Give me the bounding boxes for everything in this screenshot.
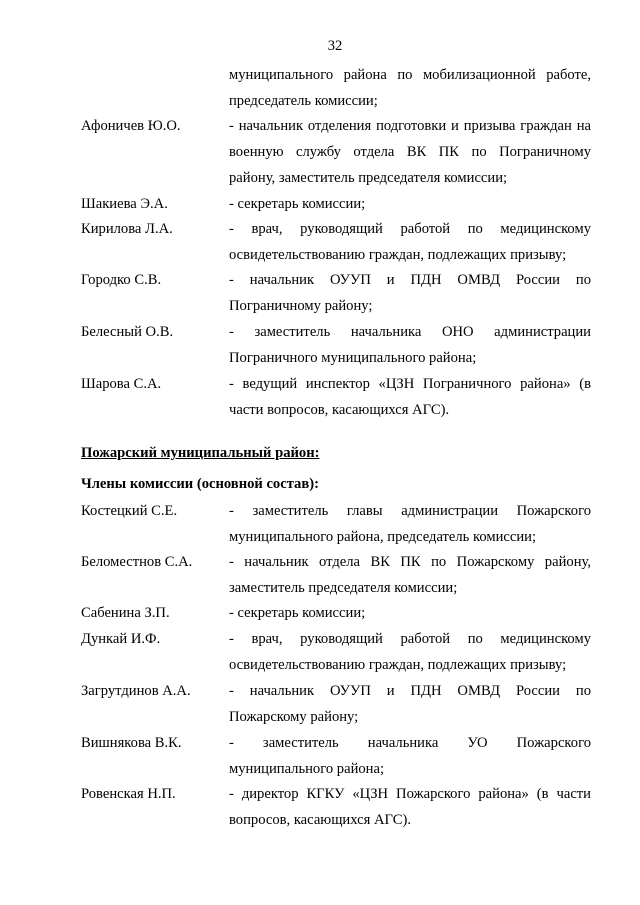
member-description bbox=[229, 216, 591, 268]
member-description bbox=[229, 191, 591, 217]
district-heading bbox=[81, 440, 320, 466]
member-description bbox=[229, 600, 591, 626]
member-description bbox=[229, 371, 591, 423]
description-line: - врач, руководящий работой по медицинскому bbox=[229, 221, 591, 237]
description-line: - директор КГКУ «ЦЗН Пожарского района» (в части bbox=[229, 786, 591, 802]
district-heading-text: Пожарский муниципальный район: bbox=[81, 445, 320, 461]
description-line: - секретарь комиссии; bbox=[229, 196, 366, 212]
members-heading: Члены комиссии (основной состав): bbox=[81, 476, 319, 492]
member-description bbox=[229, 678, 591, 730]
member-name: Сабенина З.П. bbox=[81, 605, 170, 621]
member-description bbox=[229, 626, 591, 678]
description-line: - секретарь комиссии; bbox=[229, 605, 366, 621]
member-description bbox=[229, 113, 591, 191]
member-description bbox=[229, 781, 591, 833]
description-line: председатель комиссии; bbox=[229, 93, 378, 109]
description-line: - начальник отделения подготовки и призыва граждан на bbox=[229, 118, 591, 134]
description-line: муниципального района; bbox=[229, 761, 385, 777]
member-description bbox=[229, 730, 591, 782]
member-name: Ровенская Н.П. bbox=[81, 786, 176, 802]
description-line: части вопросов, касающихся АГС). bbox=[229, 402, 450, 418]
description-line: - ведущий инспектор «ЦЗН Пограничного района» (в bbox=[229, 376, 591, 392]
member-name: Кирилова Л.А. bbox=[81, 221, 173, 237]
description-line: Пограничного муниципального района; bbox=[229, 350, 477, 366]
description-line: Пограничному району; bbox=[229, 298, 373, 314]
description-line: освидетельствованию граждан, подлежащих призыву; bbox=[229, 657, 567, 673]
description-line: муниципального района, председатель комиссии; bbox=[229, 529, 537, 545]
description-line: муниципального района по мобилизационной работе, bbox=[229, 67, 591, 83]
member-name: Дункай И.Ф. bbox=[81, 631, 161, 647]
description-line: освидетельствованию граждан, подлежащих призыву; bbox=[229, 247, 567, 263]
description-line: - заместитель начальника ОНО администрации bbox=[229, 324, 591, 340]
member-name: Загрутдинов А.А. bbox=[81, 683, 191, 699]
member-name: Афоничев Ю.О. bbox=[81, 118, 181, 134]
member-name: Городко С.В. bbox=[81, 272, 162, 288]
description-line: вопросов, касающихся АГС). bbox=[229, 812, 411, 828]
description-line: - начальник ОУУП и ПДН ОМВД России по bbox=[229, 272, 591, 288]
description-line: - начальник ОУУП и ПДН ОМВД России по bbox=[229, 683, 591, 699]
description-line: - врач, руководящий работой по медицинскому bbox=[229, 631, 591, 647]
member-description bbox=[229, 319, 591, 371]
member-name: Вишнякова В.К. bbox=[81, 735, 182, 751]
description-line: - заместитель главы администрации Пожарского bbox=[229, 503, 591, 519]
member-name: Беломестнов С.А. bbox=[81, 554, 193, 570]
description-line: заместитель председателя комиссии; bbox=[229, 580, 458, 596]
member-name: Костецкий С.Е. bbox=[81, 503, 178, 519]
member-name: Шакиева Э.А. bbox=[81, 196, 168, 212]
member-name: Белесный О.В. bbox=[81, 324, 174, 340]
description-line: - заместитель начальника УО Пожарского bbox=[229, 735, 591, 751]
member-description bbox=[229, 498, 591, 550]
description-line: району, заместитель председателя комиссии; bbox=[229, 170, 508, 186]
page-number: 32 bbox=[327, 38, 343, 54]
description-line: - начальник отдела ВК ПК по Пожарскому району, bbox=[229, 554, 591, 570]
member-name: Шарова С.А. bbox=[81, 376, 162, 392]
member-description bbox=[229, 267, 591, 319]
member-description bbox=[229, 549, 591, 601]
entry-description bbox=[229, 62, 591, 114]
description-line: военную службу отдела ВК ПК по Пограничному bbox=[229, 144, 591, 160]
description-line: Пожарскому району; bbox=[229, 709, 359, 725]
